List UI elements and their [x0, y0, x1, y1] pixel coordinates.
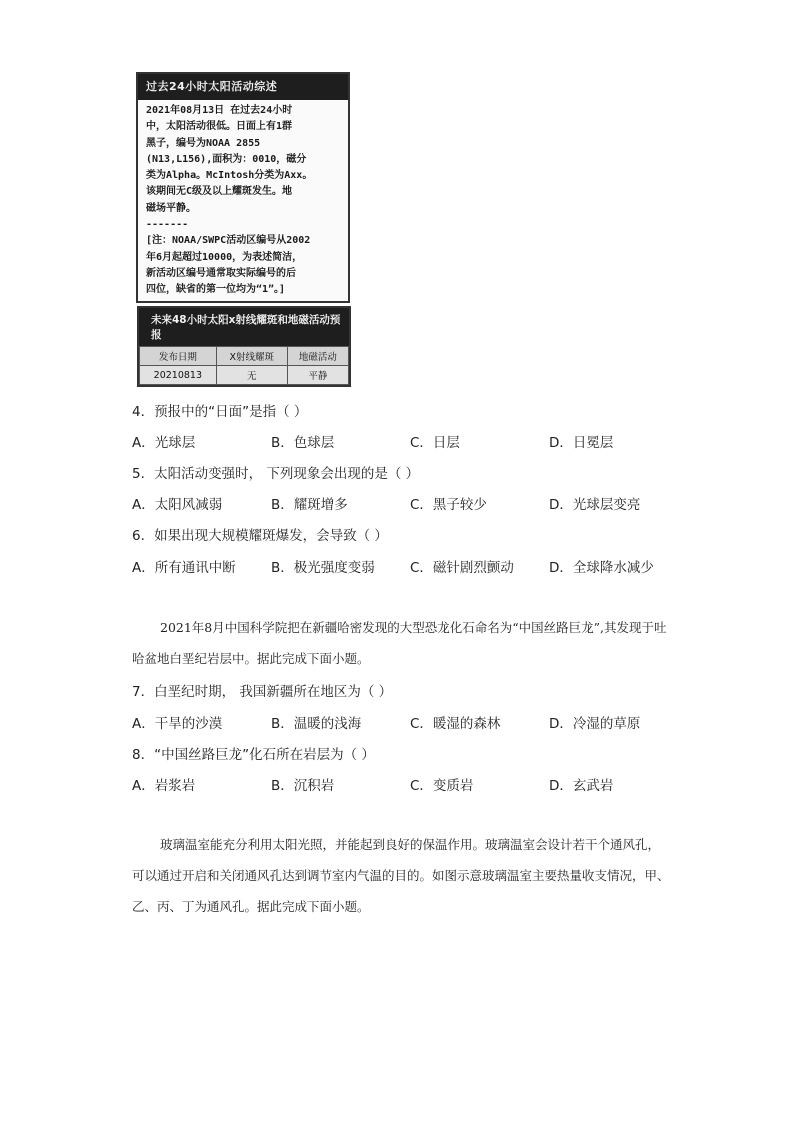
passage-dinosaur — [132, 612, 672, 674]
option-a: A．光球层 — [132, 435, 196, 451]
solar-activity-summary-image — [136, 72, 350, 303]
option-c: C．黑子较少 — [410, 497, 487, 513]
option-b: B．极光强度变弱 — [271, 560, 375, 576]
option-b: B．色球层 — [271, 435, 335, 451]
question-8: 8．“中国丝路巨龙”化石所在岩层为（ ） — [132, 747, 375, 763]
forecast-header-geomag: 地磁活动 — [287, 347, 348, 366]
summary-title: 过去24小时太阳活动综述 — [138, 74, 348, 100]
option-a: A．太阳风减弱 — [132, 497, 223, 513]
option-b: B．沉积岩 — [271, 778, 335, 794]
passage-dinosaur-text: 2021年8月中国科学院把在新疆哈密发现的大型恐龙化石命名为“中国丝路巨龙”,其发现于吐哈盆地白垩纪岩层中。据此完成下面小题。 — [132, 620, 667, 666]
option-c: C．磁针剧烈颤动 — [410, 560, 514, 576]
forecast-table — [139, 346, 349, 385]
option-b: B．温暖的浅海 — [271, 716, 362, 732]
option-d: D．玄武岩 — [549, 778, 614, 794]
question-7: 7．白垩纪时期， 我国新疆所在地区为（ ） — [132, 684, 393, 700]
question-4-options — [132, 431, 692, 451]
option-b: B．耀斑增多 — [271, 497, 348, 513]
question-7-options — [132, 712, 692, 732]
summary-body: 2021年08月13日 在过去24小时 中，太阳活动很低。日面上有1群 黑子，编号为NOAA 2855 (N13,L156),面积为：0010，磁分 类为Alpha。McIntosh分类为Axx。 该期间无C级及以上耀斑发生。地 磁场平静。 ------- [注：NOAA/SWPC活动区编号从2002 年6月起超过10000，为表述简洁， 新活动区编号通常取实际编号的后 四位，缺省的第一位均为“1”。] — [146, 105, 313, 296]
question-6: 6．如果出现大规模耀斑爆发，会导致（ ） — [132, 528, 388, 544]
question-8-options — [132, 774, 692, 794]
option-a: A．所有通讯中断 — [132, 560, 236, 576]
option-c: C．变质岩 — [410, 778, 474, 794]
solar-forecast-image — [137, 306, 351, 387]
question-4: 4．预报中的“日面”是指（ ） — [132, 404, 308, 420]
passage-greenhouse — [132, 829, 672, 922]
option-c: C．日层 — [410, 435, 460, 451]
forecast-value-flare: 无 — [216, 366, 287, 385]
question-5-options — [132, 493, 692, 513]
option-a: A．岩浆岩 — [132, 778, 196, 794]
forecast-value-geomag: 平静 — [287, 366, 348, 385]
option-d: D．冷湿的草原 — [549, 716, 641, 732]
option-d: D．光球层变亮 — [549, 497, 641, 513]
forecast-title: 未来48小时太阳x射线耀斑和地磁活动预报 — [139, 308, 349, 346]
question-6-options — [132, 556, 692, 576]
forecast-header-flare: X射线耀斑 — [216, 347, 287, 366]
option-d: D．全球降水减少 — [549, 560, 654, 576]
option-d: D．日冕层 — [549, 435, 614, 451]
question-5: 5．太阳活动变强时， 下列现象会出现的是（ ） — [132, 466, 420, 482]
option-a: A．干旱的沙漠 — [132, 716, 223, 732]
option-c: C．暖湿的森林 — [410, 716, 501, 732]
passage-greenhouse-text: 玻璃温室能充分利用太阳光照，并能起到良好的保温作用。玻璃温室会设计若干个通风孔，可以通过开启和关闭通风孔达到调节室内气温的目的。如图示意玻璃温室主要热量收支情况，甲、乙、丙、丁为通风孔。据此完成下面小题。 — [132, 837, 670, 914]
forecast-header-date: 发布日期 — [140, 347, 217, 366]
forecast-value-date: 20210813 — [140, 366, 217, 385]
